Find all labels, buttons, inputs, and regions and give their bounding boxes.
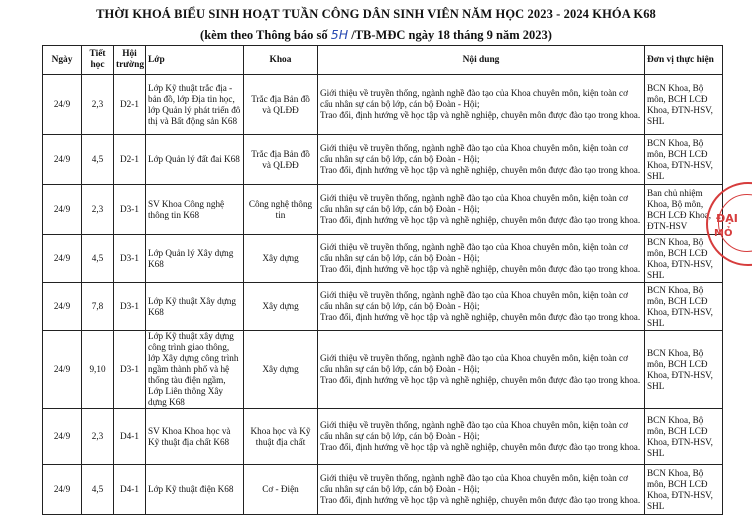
col-header-unit: Đơn vị thực hiện — [645, 46, 723, 75]
col-header-faculty: Khoa — [244, 46, 318, 75]
cell-day: 24/9 — [43, 283, 82, 331]
cell-faculty: Trắc địa Bản đồ và QLĐĐ — [244, 135, 318, 185]
cell-room: D3-1 — [114, 331, 146, 409]
cell-period: 2,3 — [82, 409, 114, 465]
cell-content — [318, 283, 645, 331]
cell-day: 24/9 — [43, 465, 82, 515]
content-line: Trao đổi, định hướng về học tập và nghề nghiệp, chuyên môn được đào tạo trong khoa. — [320, 264, 641, 274]
table-row — [43, 75, 723, 135]
content-line: Trao đổi, định hướng về học tập và nghề nghiệp, chuyên môn được đào tạo trong khoa. — [320, 495, 641, 505]
cell-room: D3-1 — [114, 235, 146, 283]
cell-room: D2-1 — [114, 135, 146, 185]
cell-day: 24/9 — [43, 331, 82, 409]
cell-period: 4,5 — [82, 135, 114, 185]
content-line: Giới thiệu về truyền thống, ngành nghề đào tạo của Khoa chuyên môn, kiện toàn cơ cấu nhân sự cán bộ lớp, cán bộ Đoàn - Hội; — [320, 353, 628, 374]
col-header-day: Ngày — [43, 46, 82, 75]
cell-day: 24/9 — [43, 235, 82, 283]
subtitle-prefix: (kèm theo Thông báo số — [200, 28, 328, 42]
table-row — [43, 235, 723, 283]
stamp-text-1: ĐẠI — [716, 212, 738, 225]
document-number: 5H — [330, 27, 349, 42]
cell-room: D3-1 — [114, 185, 146, 235]
content-line: Giới thiệu về truyền thống, ngành nghề đào tạo của Khoa chuyên môn, kiện toàn cơ cấu nhân sự cán bộ lớp, cán bộ Đoàn - Hội; — [320, 420, 628, 441]
content-line: Trao đổi, định hướng về học tập và nghề nghiệp, chuyên môn được đào tạo trong khoa. — [320, 215, 641, 225]
table-row — [43, 283, 723, 331]
cell-unit: BCN Khoa, Bộ môn, BCH LCĐ Khoa, ĐTN-HSV, SHL — [645, 135, 723, 185]
cell-class: SV Khoa Khoa học và Kỹ thuật địa chất K68 — [146, 409, 244, 465]
col-header-class: Lớp — [146, 46, 244, 75]
cell-faculty: Xây dựng — [244, 331, 318, 409]
page-title: THỜI KHOÁ BIỂU SINH HOẠT TUẦN CÔNG DÂN SINH VIÊN NĂM HỌC 2023 - 2024 KHÓA K68 — [96, 7, 656, 21]
cell-content — [318, 409, 645, 465]
cell-room: D3-1 — [114, 283, 146, 331]
subtitle-suffix: /TB-MĐC ngày 18 tháng 9 năm 2023) — [351, 28, 552, 42]
table-row — [43, 465, 723, 515]
cell-class: Lớp Kỹ thuật xây dựng công trình giao thông, lớp Xây dựng công trình ngầm thành phố và hệ thống tàu điện ngầm, Lớp Liên thông Xây dựng K68 — [146, 331, 244, 409]
content-line: Trao đổi, định hướng về học tập và nghề nghiệp, chuyên môn được đào tạo trong khoa. — [320, 375, 641, 385]
cell-unit: BCN Khoa, Bộ môn, BCH LCĐ Khoa, ĐTN-HSV, SHL — [645, 283, 723, 331]
cell-class: Lớp Kỹ thuật điện K68 — [146, 465, 244, 515]
cell-faculty: Xây dựng — [244, 235, 318, 283]
table-row — [43, 135, 723, 185]
content-line: Trao đổi, định hướng về học tập và nghề nghiệp, chuyên môn được đào tạo trong khoa. — [320, 165, 641, 175]
content-line: Giới thiệu về truyền thống, ngành nghề đào tạo của Khoa chuyên môn, kiện toàn cơ cấu nhân sự cán bộ lớp, cán bộ Đoàn - Hội; — [320, 88, 628, 109]
cell-content — [318, 331, 645, 409]
content-line: Trao đổi, định hướng về học tập và nghề nghiệp, chuyên môn được đào tạo trong khoa. — [320, 312, 641, 322]
content-line: Trao đổi, định hướng về học tập và nghề nghiệp, chuyên môn được đào tạo trong khoa. — [320, 442, 641, 452]
content-line: Trao đổi, định hướng về học tập và nghề nghiệp, chuyên môn được đào tạo trong khoa. — [320, 110, 641, 120]
content-line: Giới thiệu về truyền thống, ngành nghề đào tạo của Khoa chuyên môn, kiện toàn cơ cấu nhân sự cán bộ lớp, cán bộ Đoàn - Hội; — [320, 193, 628, 214]
cell-period: 4,5 — [82, 465, 114, 515]
cell-period: 7,8 — [82, 283, 114, 331]
table-row — [43, 331, 723, 409]
cell-faculty: Công nghệ thông tin — [244, 185, 318, 235]
table-row — [43, 409, 723, 465]
page-subtitle — [0, 27, 752, 43]
cell-unit: Ban chủ nhiệm Khoa, Bộ môn, BCH LCĐ Khoa, ĐTN-HSV — [645, 185, 723, 235]
cell-unit: BCN Khoa, Bộ môn, BCH LCĐ Khoa, ĐTN-HSV, SHL — [645, 409, 723, 465]
cell-day: 24/9 — [43, 409, 82, 465]
cell-unit: BCN Khoa, Bộ môn, BCH LCĐ Khoa, ĐTN-HSV, SHL — [645, 331, 723, 409]
cell-room: D4-1 — [114, 465, 146, 515]
cell-class: Lớp Kỹ thuật trắc địa - bản đồ, lớp Địa tin học, lớp Quản lý phát triển đô thị và Bất động sản K68 — [146, 75, 244, 135]
cell-content — [318, 235, 645, 283]
cell-faculty: Khoa học và Kỹ thuật địa chất — [244, 409, 318, 465]
cell-period: 2,3 — [82, 185, 114, 235]
cell-room: D4-1 — [114, 409, 146, 465]
content-line: Giới thiệu về truyền thống, ngành nghề đào tạo của Khoa chuyên môn, kiện toàn cơ cấu nhân sự cán bộ lớp, cán bộ Đoàn - Hội; — [320, 143, 628, 164]
table-header-row — [43, 46, 723, 75]
cell-faculty: Trắc địa Bản đồ và QLĐĐ — [244, 75, 318, 135]
stamp-text-2: MỎ — [714, 228, 733, 239]
cell-unit: BCN Khoa, Bộ môn, BCH LCĐ Khoa, ĐTN-HSV, SHL — [645, 235, 723, 283]
schedule-table — [42, 45, 723, 515]
cell-period: 9,10 — [82, 331, 114, 409]
cell-content — [318, 465, 645, 515]
cell-day: 24/9 — [43, 185, 82, 235]
content-line: Giới thiệu về truyền thống, ngành nghề đào tạo của Khoa chuyên môn, kiện toàn cơ cấu nhân sự cán bộ lớp, cán bộ Đoàn - Hội; — [320, 242, 628, 263]
cell-faculty: Xây dựng — [244, 283, 318, 331]
cell-class: SV Khoa Công nghệ thông tin K68 — [146, 185, 244, 235]
cell-period: 4,5 — [82, 235, 114, 283]
table-row — [43, 185, 723, 235]
cell-content — [318, 75, 645, 135]
cell-content — [318, 185, 645, 235]
cell-room: D2-1 — [114, 75, 146, 135]
cell-faculty: Cơ - Điện — [244, 465, 318, 515]
cell-class: Lớp Kỹ thuật Xây dựng K68 — [146, 283, 244, 331]
cell-content — [318, 135, 645, 185]
col-header-content: Nội dung — [318, 46, 645, 75]
cell-day: 24/9 — [43, 75, 82, 135]
content-line: Giới thiệu về truyền thống, ngành nghề đào tạo của Khoa chuyên môn, kiện toàn cơ cấu nhân sự cán bộ lớp, cán bộ Đoàn - Hội; — [320, 473, 628, 494]
cell-period: 2,3 — [82, 75, 114, 135]
cell-unit: BCN Khoa, Bộ môn, BCH LCĐ Khoa, ĐTN-HSV, SHL — [645, 465, 723, 515]
content-line: Giới thiệu về truyền thống, ngành nghề đào tạo của Khoa chuyên môn, kiện toàn cơ cấu nhân sự cán bộ lớp, cán bộ Đoàn - Hội; — [320, 290, 628, 311]
cell-class: Lớp Quản lý Xây dựng K68 — [146, 235, 244, 283]
cell-unit: BCN Khoa, Bộ môn, BCH LCĐ Khoa, ĐTN-HSV, SHL — [645, 75, 723, 135]
col-header-period: Tiết học — [82, 46, 114, 75]
col-header-room: Hội trường — [114, 46, 146, 75]
cell-day: 24/9 — [43, 135, 82, 185]
cell-class: Lớp Quản lý đất đai K68 — [146, 135, 244, 185]
